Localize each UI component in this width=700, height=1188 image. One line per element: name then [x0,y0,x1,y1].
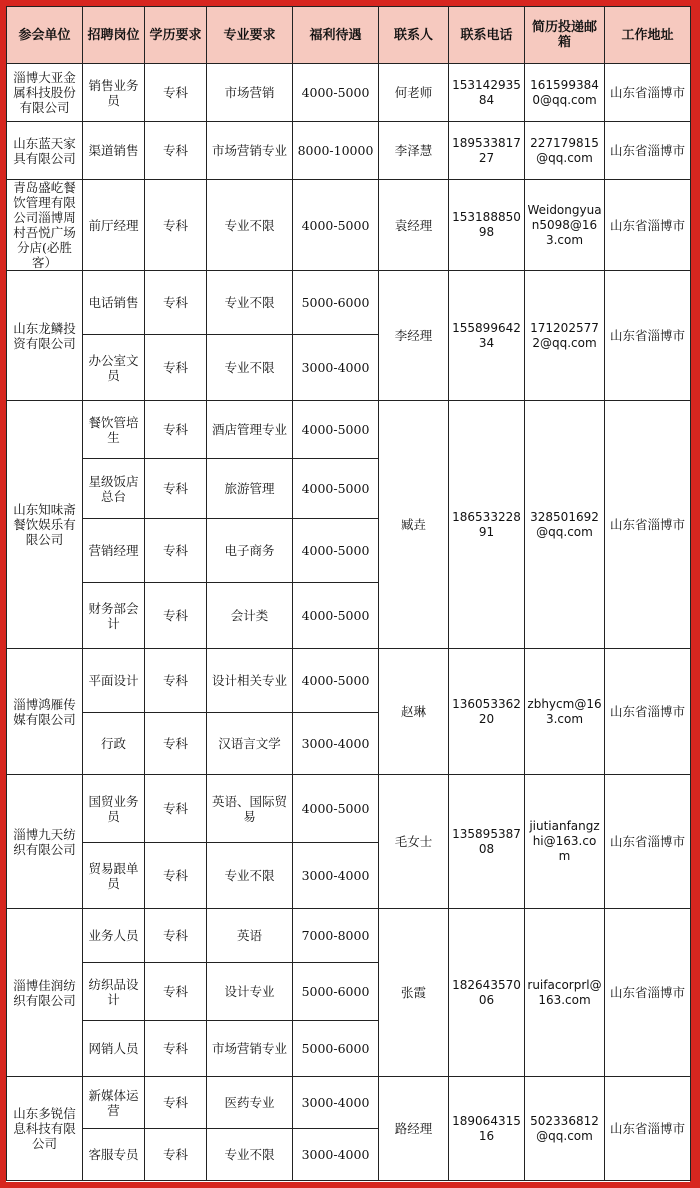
contact-person: 袁经理 [379,180,449,271]
contact-person: 臧垚 [379,401,449,649]
table-header [7,7,691,64]
salary: 3000-4000 [293,713,379,775]
position-title: 办公室文员 [83,335,145,401]
header-contact: 联系人 [379,7,449,64]
table-row [7,1077,691,1129]
position-title: 餐饮管培生 [83,401,145,459]
major-requirement: 市场营销 [207,64,293,122]
work-address: 山东省淄博市 [605,180,691,271]
salary: 5000-6000 [293,271,379,335]
company-name: 淄博大亚金属科技股份有限公司 [7,64,83,122]
salary: 7000-8000 [293,909,379,963]
contact-person: 李经理 [379,271,449,401]
header-address: 工作地址 [605,7,691,64]
education-requirement: 专科 [145,963,207,1021]
contact-person: 何老师 [379,64,449,122]
salary: 5000-6000 [293,963,379,1021]
contact-phone: 15314293584 [449,64,525,122]
position-title: 行政 [83,713,145,775]
major-requirement: 酒店管理专业 [207,401,293,459]
position-title: 平面设计 [83,649,145,713]
recruitment-table [6,6,691,1181]
major-requirement: 英语 [207,909,293,963]
resume-email: 328501692@qq.com [525,401,605,649]
position-title: 业务人员 [83,909,145,963]
resume-email: 1712025772@qq.com [525,271,605,401]
salary: 4000-5000 [293,459,379,519]
company-name: 山东多锐信息科技有限公司 [7,1077,83,1181]
education-requirement: 专科 [145,459,207,519]
contact-person: 毛女士 [379,775,449,909]
header-phone: 联系电话 [449,7,525,64]
contact-phone: 18264357006 [449,909,525,1077]
major-requirement: 会计类 [207,583,293,649]
table-row [7,180,691,271]
company-name: 山东知味斋餐饮娱乐有限公司 [7,401,83,649]
company-name: 山东龙鳞投资有限公司 [7,271,83,401]
table-row [7,775,691,843]
company-name: 山东蓝天家具有限公司 [7,122,83,180]
education-requirement: 专科 [145,1077,207,1129]
major-requirement: 市场营销专业 [207,1021,293,1077]
header-major: 专业要求 [207,7,293,64]
salary: 8000-10000 [293,122,379,180]
salary: 4000-5000 [293,775,379,843]
education-requirement: 专科 [145,649,207,713]
position-title: 纺织品设计 [83,963,145,1021]
salary: 4000-5000 [293,64,379,122]
position-title: 星级饭店总台 [83,459,145,519]
work-address: 山东省淄博市 [605,775,691,909]
company-name: 淄博鸿雁传媒有限公司 [7,649,83,775]
header-position: 招聘岗位 [83,7,145,64]
page-frame [6,6,690,1182]
work-address: 山东省淄博市 [605,64,691,122]
table-row [7,271,691,335]
position-title: 网销人员 [83,1021,145,1077]
major-requirement: 专业不限 [207,271,293,335]
position-title: 渠道销售 [83,122,145,180]
major-requirement: 专业不限 [207,180,293,271]
major-requirement: 专业不限 [207,335,293,401]
contact-phone: 13605336220 [449,649,525,775]
education-requirement: 专科 [145,843,207,909]
education-requirement: 专科 [145,335,207,401]
major-requirement: 汉语言文学 [207,713,293,775]
work-address: 山东省淄博市 [605,649,691,775]
table-row [7,122,691,180]
header-email: 简历投递邮箱 [525,7,605,64]
contact-person: 李泽慧 [379,122,449,180]
contact-person: 赵琳 [379,649,449,775]
contact-phone: 13589538708 [449,775,525,909]
header-row [7,7,691,64]
table-body [7,64,691,1181]
contact-phone: 18906431516 [449,1077,525,1181]
position-title: 财务部会计 [83,583,145,649]
table-row [7,64,691,122]
header-salary: 福利待遇 [293,7,379,64]
education-requirement: 专科 [145,713,207,775]
contact-person: 路经理 [379,1077,449,1181]
education-requirement: 专科 [145,775,207,843]
salary: 4000-5000 [293,180,379,271]
education-requirement: 专科 [145,909,207,963]
resume-email: 1615993840@qq.com [525,64,605,122]
contact-phone: 18953381727 [449,122,525,180]
position-title: 新媒体运营 [83,1077,145,1129]
company-name: 淄博佳润纺织有限公司 [7,909,83,1077]
education-requirement: 专科 [145,271,207,335]
education-requirement: 专科 [145,1021,207,1077]
major-requirement: 专业不限 [207,843,293,909]
work-address: 山东省淄博市 [605,271,691,401]
education-requirement: 专科 [145,583,207,649]
major-requirement: 英语、国际贸易 [207,775,293,843]
resume-email: Weidongyuan5098@163.com [525,180,605,271]
education-requirement: 专科 [145,1129,207,1181]
salary: 4000-5000 [293,583,379,649]
work-address: 山东省淄博市 [605,122,691,180]
position-title: 贸易跟单员 [83,843,145,909]
resume-email: jiutianfangzhi@163.com [525,775,605,909]
work-address: 山东省淄博市 [605,909,691,1077]
resume-email: 502336812@qq.com [525,1077,605,1181]
position-title: 国贸业务员 [83,775,145,843]
contact-phone: 15318885098 [449,180,525,271]
position-title: 销售业务员 [83,64,145,122]
company-name: 青岛盛屹餐饮管理有限公司淄博周村吾悦广场分店(必胜客） [7,180,83,271]
position-title: 前厅经理 [83,180,145,271]
salary: 3000-4000 [293,843,379,909]
salary: 4000-5000 [293,649,379,713]
header-company: 参会单位 [7,7,83,64]
major-requirement: 电子商务 [207,519,293,583]
education-requirement: 专科 [145,180,207,271]
position-title: 客服专员 [83,1129,145,1181]
education-requirement: 专科 [145,401,207,459]
table-row [7,909,691,963]
contact-phone: 18653322891 [449,401,525,649]
salary: 3000-4000 [293,335,379,401]
table-row [7,649,691,713]
education-requirement: 专科 [145,519,207,583]
salary: 3000-4000 [293,1129,379,1181]
table-row [7,401,691,459]
major-requirement: 设计专业 [207,963,293,1021]
major-requirement: 设计相关专业 [207,649,293,713]
salary: 3000-4000 [293,1077,379,1129]
work-address: 山东省淄博市 [605,401,691,649]
resume-email: ruifacorprl@163.com [525,909,605,1077]
major-requirement: 旅游管理 [207,459,293,519]
contact-phone: 15589964234 [449,271,525,401]
header-education: 学历要求 [145,7,207,64]
major-requirement: 专业不限 [207,1129,293,1181]
resume-email: zbhycm@163.com [525,649,605,775]
company-name: 淄博九天纺织有限公司 [7,775,83,909]
salary: 5000-6000 [293,1021,379,1077]
major-requirement: 市场营销专业 [207,122,293,180]
contact-person: 张霞 [379,909,449,1077]
work-address: 山东省淄博市 [605,1077,691,1181]
education-requirement: 专科 [145,122,207,180]
salary: 4000-5000 [293,519,379,583]
position-title: 营销经理 [83,519,145,583]
salary: 4000-5000 [293,401,379,459]
major-requirement: 医药专业 [207,1077,293,1129]
education-requirement: 专科 [145,64,207,122]
position-title: 电话销售 [83,271,145,335]
resume-email: 227179815@qq.com [525,122,605,180]
